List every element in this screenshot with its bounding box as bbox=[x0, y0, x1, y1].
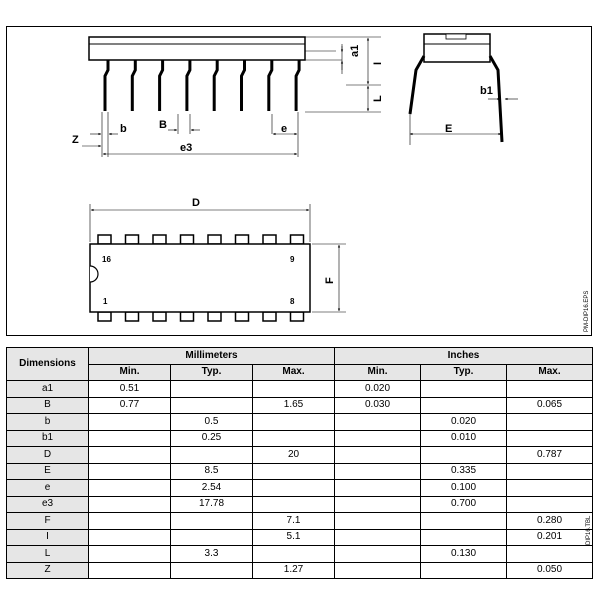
header-inches: Inches bbox=[335, 348, 593, 365]
side-lead bbox=[160, 60, 163, 111]
subheader-mm-max: Max. bbox=[253, 364, 335, 381]
row-dimension-cell: L bbox=[7, 546, 89, 563]
value-cell-in-min bbox=[335, 496, 421, 513]
table-row bbox=[7, 430, 593, 447]
value-cell-mm-max: 1.27 bbox=[253, 562, 335, 579]
value-cell-mm-min bbox=[89, 562, 171, 579]
side-lead bbox=[214, 60, 217, 111]
value-cell-mm-typ: 17.78 bbox=[171, 496, 253, 513]
side-body bbox=[89, 37, 305, 60]
value-cell-mm-min bbox=[89, 447, 171, 464]
table-code: DIP16.TBL bbox=[586, 515, 592, 545]
value-cell-mm-max: 20 bbox=[253, 447, 335, 464]
side-lead bbox=[296, 60, 299, 111]
value-cell-in-min bbox=[335, 414, 421, 431]
row-dimension-cell: I bbox=[7, 529, 89, 546]
value-cell-mm-min bbox=[89, 430, 171, 447]
row-dimension-cell: E bbox=[7, 463, 89, 480]
row-dimension-cell: b bbox=[7, 414, 89, 431]
value-cell-mm-typ bbox=[171, 381, 253, 398]
value-cell-in-typ: 0.335 bbox=[421, 463, 507, 480]
header-dimensions: Dimensions bbox=[7, 348, 89, 381]
top-pin bbox=[208, 312, 221, 321]
side-leads bbox=[105, 60, 299, 111]
value-cell-mm-max: 7.1 bbox=[253, 513, 335, 530]
top-pin bbox=[126, 312, 139, 321]
row-dimension-cell: F bbox=[7, 513, 89, 530]
value-cell-in-max: 0.201 bbox=[507, 529, 593, 546]
pin-label-8: 8 bbox=[290, 297, 295, 306]
value-cell-in-min bbox=[335, 562, 421, 579]
value-cell-in-max: 0.065 bbox=[507, 397, 593, 414]
top-view bbox=[90, 197, 346, 321]
subheader-mm-min: Min. bbox=[89, 364, 171, 381]
table-row bbox=[7, 414, 593, 431]
value-cell-mm-min: 0.51 bbox=[89, 381, 171, 398]
value-cell-mm-max bbox=[253, 546, 335, 563]
label-a1: a1 bbox=[349, 44, 361, 57]
value-cell-in-typ: 0.010 bbox=[421, 430, 507, 447]
value-cell-in-max bbox=[507, 414, 593, 431]
top-pin bbox=[236, 235, 249, 244]
value-cell-in-typ bbox=[421, 447, 507, 464]
value-cell-in-typ bbox=[421, 513, 507, 530]
label-E: E bbox=[445, 123, 453, 135]
value-cell-mm-typ bbox=[171, 447, 253, 464]
value-cell-in-typ bbox=[421, 562, 507, 579]
value-cell-in-typ: 0.020 bbox=[421, 414, 507, 431]
pin-label-9: 9 bbox=[290, 255, 295, 264]
label-b: b bbox=[120, 123, 127, 135]
value-cell-mm-max: 1.65 bbox=[253, 397, 335, 414]
value-cell-mm-max: 5.1 bbox=[253, 529, 335, 546]
top-pin bbox=[153, 312, 166, 321]
row-dimension-cell: b1 bbox=[7, 430, 89, 447]
value-cell-in-typ: 0.100 bbox=[421, 480, 507, 497]
row-dimension-cell: Z bbox=[7, 562, 89, 579]
value-cell-mm-max bbox=[253, 414, 335, 431]
top-pin bbox=[153, 235, 166, 244]
value-cell-mm-min bbox=[89, 529, 171, 546]
value-cell-mm-typ: 8.5 bbox=[171, 463, 253, 480]
label-b1: b1 bbox=[480, 85, 493, 97]
table-row bbox=[7, 529, 593, 546]
value-cell-in-typ: 0.700 bbox=[421, 496, 507, 513]
header-millimeters: Millimeters bbox=[89, 348, 335, 365]
value-cell-mm-min bbox=[89, 414, 171, 431]
value-cell-in-typ: 0.130 bbox=[421, 546, 507, 563]
value-cell-in-min bbox=[335, 480, 421, 497]
top-pin bbox=[98, 235, 111, 244]
value-cell-mm-typ bbox=[171, 397, 253, 414]
top-pin bbox=[181, 235, 194, 244]
row-dimension-cell: e bbox=[7, 480, 89, 497]
value-cell-mm-typ bbox=[171, 513, 253, 530]
value-cell-in-typ bbox=[421, 397, 507, 414]
value-cell-in-max bbox=[507, 381, 593, 398]
row-dimension-cell: a1 bbox=[7, 381, 89, 398]
value-cell-mm-max bbox=[253, 496, 335, 513]
label-Z: Z bbox=[72, 134, 79, 146]
top-pin bbox=[263, 312, 276, 321]
side-lead bbox=[187, 60, 190, 111]
drawing-code: PM-DIP16.EPS bbox=[584, 290, 590, 332]
value-cell-mm-min: 0.77 bbox=[89, 397, 171, 414]
value-cell-in-min bbox=[335, 430, 421, 447]
value-cell-mm-typ: 0.5 bbox=[171, 414, 253, 431]
value-cell-mm-min bbox=[89, 496, 171, 513]
side-lead bbox=[269, 60, 272, 111]
side-lead bbox=[105, 60, 108, 111]
label-D: D bbox=[192, 197, 200, 209]
value-cell-in-min bbox=[335, 513, 421, 530]
pin-label-1: 1 bbox=[103, 297, 108, 306]
top-pin bbox=[98, 312, 111, 321]
top-pin bbox=[126, 235, 139, 244]
table-row bbox=[7, 397, 593, 414]
side-lead bbox=[242, 60, 245, 111]
value-cell-mm-min bbox=[89, 463, 171, 480]
value-cell-in-max: 0.280 bbox=[507, 513, 593, 530]
table-row bbox=[7, 463, 593, 480]
label-e: e bbox=[281, 123, 288, 135]
value-cell-mm-typ: 2.54 bbox=[171, 480, 253, 497]
package-drawing-svg bbox=[6, 26, 592, 336]
value-cell-mm-typ bbox=[171, 529, 253, 546]
value-cell-in-min bbox=[335, 546, 421, 563]
value-cell-in-typ bbox=[421, 381, 507, 398]
value-cell-in-max bbox=[507, 546, 593, 563]
value-cell-in-min: 0.030 bbox=[335, 397, 421, 414]
top-pin bbox=[236, 312, 249, 321]
value-cell-in-max bbox=[507, 430, 593, 447]
value-cell-in-max bbox=[507, 480, 593, 497]
value-cell-in-max bbox=[507, 463, 593, 480]
table-row bbox=[7, 546, 593, 563]
value-cell-mm-typ: 0.25 bbox=[171, 430, 253, 447]
value-cell-in-max: 0.787 bbox=[507, 447, 593, 464]
end-view bbox=[410, 34, 518, 145]
top-pin bbox=[291, 312, 304, 321]
subheader-mm-typ: Typ. bbox=[171, 364, 253, 381]
top-body bbox=[90, 244, 310, 312]
side-lead bbox=[132, 60, 135, 111]
value-cell-mm-typ bbox=[171, 562, 253, 579]
value-cell-mm-max bbox=[253, 381, 335, 398]
value-cell-mm-min bbox=[89, 480, 171, 497]
value-cell-mm-min bbox=[89, 546, 171, 563]
value-cell-mm-max bbox=[253, 480, 335, 497]
row-dimension-cell: e3 bbox=[7, 496, 89, 513]
value-cell-mm-min bbox=[89, 513, 171, 530]
top-pin bbox=[291, 235, 304, 244]
subheader-in-typ: Typ. bbox=[421, 364, 507, 381]
value-cell-in-typ bbox=[421, 529, 507, 546]
value-cell-in-min bbox=[335, 447, 421, 464]
row-dimension-cell: B bbox=[7, 397, 89, 414]
label-F: F bbox=[324, 277, 336, 284]
value-cell-in-max bbox=[507, 496, 593, 513]
table-row bbox=[7, 496, 593, 513]
table-row bbox=[7, 480, 593, 497]
value-cell-in-min bbox=[335, 529, 421, 546]
top-pin bbox=[208, 235, 221, 244]
value-cell-in-min bbox=[335, 463, 421, 480]
package-drawing bbox=[6, 26, 592, 336]
pin-label-16: 16 bbox=[102, 255, 111, 264]
subheader-in-max: Max. bbox=[507, 364, 593, 381]
label-L: L bbox=[372, 95, 384, 102]
subheader-in-min: Min. bbox=[335, 364, 421, 381]
value-cell-mm-max bbox=[253, 430, 335, 447]
dimensions-table-body bbox=[7, 381, 593, 579]
top-pin bbox=[181, 312, 194, 321]
table-row bbox=[7, 381, 593, 398]
label-I: I bbox=[372, 61, 384, 65]
label-e3: e3 bbox=[180, 142, 193, 154]
value-cell-mm-max bbox=[253, 463, 335, 480]
table-row bbox=[7, 447, 593, 464]
dimensions-table bbox=[6, 347, 593, 579]
top-pin bbox=[263, 235, 276, 244]
table-row bbox=[7, 513, 593, 530]
table-row bbox=[7, 562, 593, 579]
value-cell-in-min: 0.020 bbox=[335, 381, 421, 398]
value-cell-in-max: 0.050 bbox=[507, 562, 593, 579]
label-B: B bbox=[159, 119, 167, 131]
value-cell-mm-typ: 3.3 bbox=[171, 546, 253, 563]
row-dimension-cell: D bbox=[7, 447, 89, 464]
side-view bbox=[72, 37, 384, 157]
